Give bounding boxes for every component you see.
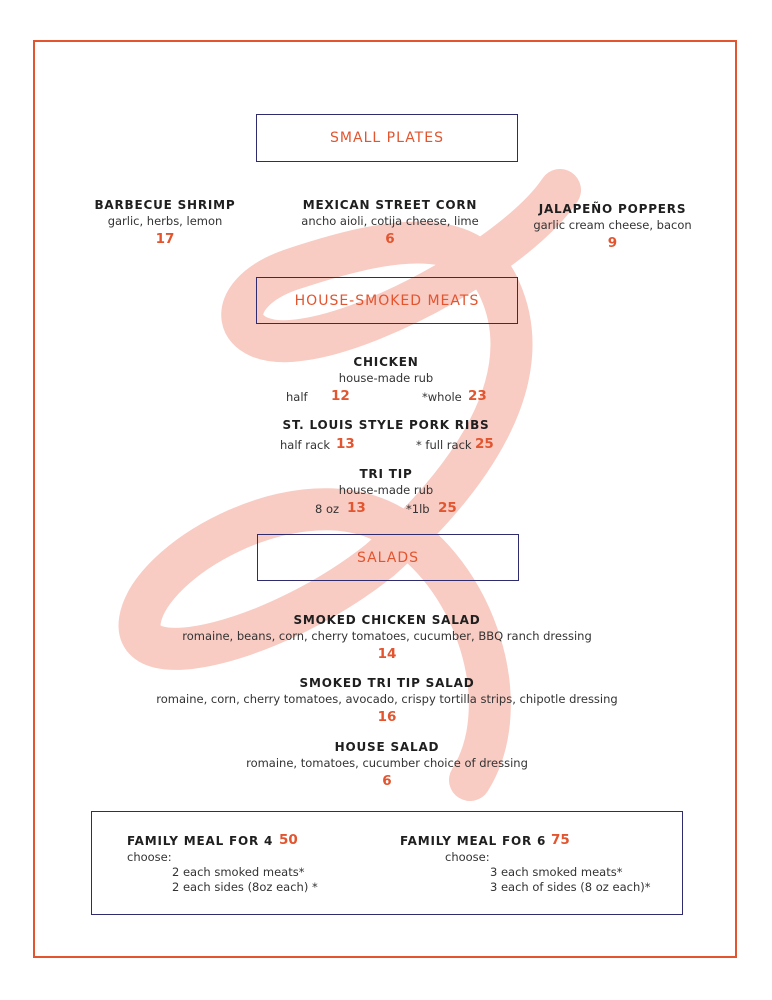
item-description: house-made rub [338,371,434,385]
section-title: SMALL PLATES [330,130,444,146]
item-name: HOUSE SALAD [334,740,440,754]
menu-item-ribs [260,418,512,432]
item-price: 17 [155,231,175,247]
family-meal-4-title: FAMILY MEAL FOR 4 [127,834,274,848]
item-price: 6 [385,231,395,247]
item-name: MEXICAN STREET CORN [302,198,478,212]
family-meal-6-title: FAMILY MEAL FOR 6 [400,834,547,848]
item-description: house-made rub [338,483,434,497]
item-description: romaine, beans, corn, cherry tomatoes, cucumber, BBQ ranch dressing [182,629,592,643]
option-label: *1lb [406,502,430,516]
family-meal-4-line: 2 each sides (8oz each) * [172,880,318,894]
item-name: SMOKED TRI TIP SALAD [299,676,475,690]
menu-item [525,202,700,251]
option-label: half rack [280,438,330,452]
section-title: HOUSE-SMOKED MEATS [294,292,480,309]
family-meal-6-choose: choose: [445,850,490,864]
menu-item [80,198,250,247]
option-label: half [286,390,308,404]
menu-item [140,613,634,662]
item-name: ST. LOUIS STYLE PORK RIBS [282,418,490,432]
option-price: 23 [468,388,487,404]
option-price: 25 [475,436,494,452]
menu-item-chicken [286,355,486,385]
item-description: romaine, corn, cherry tomatoes, avocado, crispy tortilla strips, chipotle dressing [156,692,618,706]
family-meal-6-price: 75 [551,832,570,848]
item-description: romaine, tomatoes, cucumber choice of dressing [246,756,528,770]
section-house-smoked-meats [256,277,518,324]
item-price: 14 [377,646,397,662]
family-meal-box [91,811,683,915]
option-label: 8 oz [315,502,340,516]
family-meal-4-choose: choose: [127,850,172,864]
option-label: * full rack [416,438,472,452]
option-price: 25 [438,500,457,516]
section-salads [257,534,519,581]
item-price: 9 [607,235,618,251]
item-name: SMOKED CHICKEN SALAD [293,613,481,627]
menu-item [285,198,495,247]
menu-item [140,676,634,725]
menu-item-tri-tip [286,467,486,497]
option-price: 12 [331,388,350,404]
family-meal-6-line: 3 each smoked meats* [490,865,623,879]
family-meal-4-price: 50 [279,832,298,848]
item-name: BARBECUE SHRIMP [94,198,236,212]
item-price: 6 [382,773,392,789]
family-meal-6-line: 3 each of sides (8 oz each)* [490,880,651,894]
item-description: garlic, herbs, lemon [107,214,223,228]
section-small-plates [256,114,518,162]
option-label: *whole [422,390,462,404]
item-name: JALAPEÑO POPPERS [538,202,687,216]
item-name: CHICKEN [353,355,419,369]
item-price: 16 [377,709,397,725]
item-name: TRI TIP [359,467,413,481]
option-price: 13 [336,436,355,452]
item-description: ancho aioli, cotija cheese, lime [301,214,479,228]
section-title: SALADS [356,549,420,566]
menu-item [140,740,634,789]
item-description: garlic cream cheese, bacon [533,218,692,232]
family-meal-4-line: 2 each smoked meats* [172,865,305,879]
option-price: 13 [347,500,366,516]
